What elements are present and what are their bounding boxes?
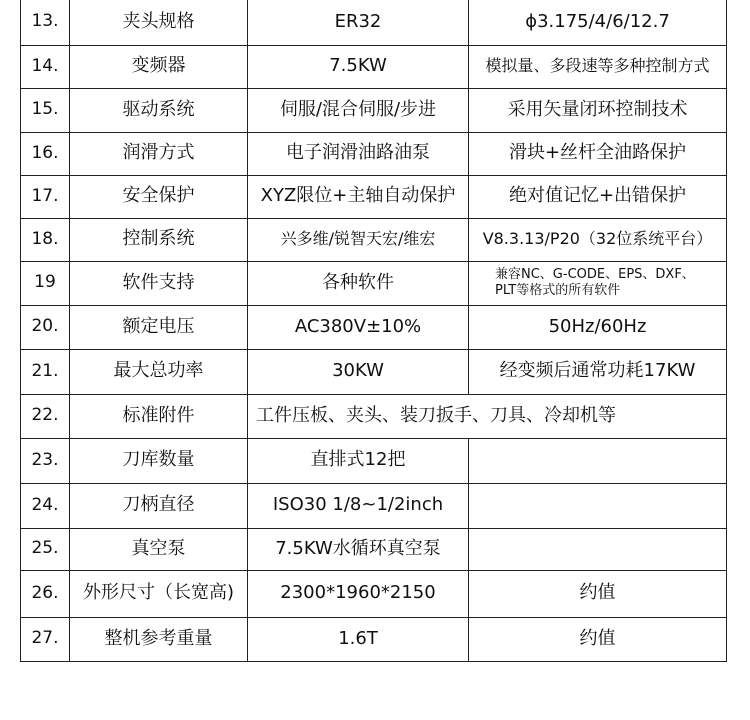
item-value: 电子润滑油路油泵 — [248, 132, 469, 175]
item-note — [469, 438, 727, 483]
item-name: 控制系统 — [70, 218, 248, 261]
item-note — [469, 483, 727, 528]
table-row — [21, 394, 727, 438]
row-number: 16. — [21, 132, 70, 175]
table-row — [21, 261, 727, 305]
table-row — [21, 305, 727, 349]
item-value: ER32 — [248, 0, 469, 45]
row-number: 23. — [21, 438, 70, 483]
row-number: 27. — [21, 617, 70, 661]
item-note-line: 兼容NC、G-CODE、EPS、DXF、 — [495, 267, 695, 283]
table-row — [21, 132, 727, 175]
item-value: XYZ限位+主轴自动保护 — [248, 175, 469, 218]
item-note: ϕ3.175/4/6/12.7 — [469, 0, 727, 45]
item-name: 安全保护 — [70, 175, 248, 218]
item-note: 采用矢量闭环控制技术 — [469, 88, 727, 132]
row-number: 14. — [21, 45, 70, 88]
table-row — [21, 483, 727, 528]
item-note — [469, 528, 727, 570]
table-row — [21, 0, 727, 45]
row-number: 26. — [21, 570, 70, 617]
item-value: 各种软件 — [248, 261, 469, 305]
item-name: 整机参考重量 — [70, 617, 248, 661]
row-number: 25. — [21, 528, 70, 570]
table-row — [21, 438, 727, 483]
item-note: V8.3.13/P20（32位系统平台） — [469, 218, 727, 261]
item-note: 经变频后通常功耗17KW — [469, 349, 727, 394]
item-value: 兴多维/锐智天宏/维宏 — [248, 218, 469, 261]
item-name: 刀柄直径 — [70, 483, 248, 528]
item-note: 约值 — [469, 617, 727, 661]
row-number: 13. — [21, 0, 70, 45]
row-number: 24. — [21, 483, 70, 528]
item-name: 夹头规格 — [70, 0, 248, 45]
item-name: 变频器 — [70, 45, 248, 88]
item-name: 软件支持 — [70, 261, 248, 305]
item-value: 7.5KW — [248, 45, 469, 88]
item-value: 伺服/混合伺服/步进 — [248, 88, 469, 132]
item-note-line: PLT等格式的所有软件 — [495, 283, 621, 298]
row-number: 21. — [21, 349, 70, 394]
spec-table — [20, 0, 727, 662]
item-value: 30KW — [248, 349, 469, 394]
item-note: 50Hz/60Hz — [469, 305, 727, 349]
item-name: 额定电压 — [70, 305, 248, 349]
table-row — [21, 349, 727, 394]
item-value: AC380V±10% — [248, 305, 469, 349]
table-row — [21, 45, 727, 88]
item-name: 真空泵 — [70, 528, 248, 570]
item-name: 最大总功率 — [70, 349, 248, 394]
item-name: 外形尺寸（长宽高) — [70, 570, 248, 617]
item-name: 润滑方式 — [70, 132, 248, 175]
table-row — [21, 175, 727, 218]
row-number: 15. — [21, 88, 70, 132]
item-value: 1.6T — [248, 617, 469, 661]
item-value: ISO30 1/8~1/2inch — [248, 483, 469, 528]
table-row — [21, 88, 727, 132]
item-name: 标准附件 — [70, 394, 248, 438]
item-value: 2300*1960*2150 — [248, 570, 469, 617]
row-number: 17. — [21, 175, 70, 218]
item-note: 约值 — [469, 570, 727, 617]
item-note: 模拟量、多段速等多种控制方式 — [469, 45, 727, 88]
table-row — [21, 617, 727, 661]
row-number: 22. — [21, 394, 70, 438]
item-note: 滑块+丝杆全油路保护 — [469, 132, 727, 175]
item-name: 刀库数量 — [70, 438, 248, 483]
item-value: 7.5KW水循环真空泵 — [248, 528, 469, 570]
item-note: 绝对值记忆+出错保护 — [469, 175, 727, 218]
item-name: 驱动系统 — [70, 88, 248, 132]
item-value: 工件压板、夹头、装刀扳手、刀具、冷却机等 — [248, 394, 727, 438]
row-number: 20. — [21, 305, 70, 349]
item-note — [469, 261, 727, 305]
row-number: 18. — [21, 218, 70, 261]
row-number: 19 — [21, 261, 70, 305]
table-row — [21, 218, 727, 261]
table-row — [21, 570, 727, 617]
item-value: 直排式12把 — [248, 438, 469, 483]
table-row — [21, 528, 727, 570]
